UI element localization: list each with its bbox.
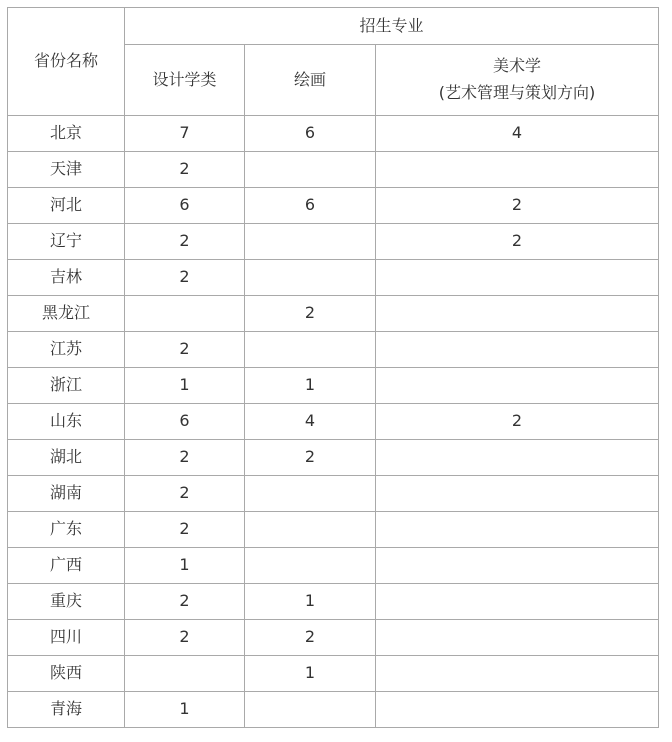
table-row [8, 584, 659, 620]
fine-arts-count-cell [376, 620, 659, 656]
fine-arts-count-cell: 2 [376, 224, 659, 260]
design-count-cell: 2 [125, 512, 245, 548]
design-count-cell: 2 [125, 620, 245, 656]
design-count-cell: 2 [125, 152, 245, 188]
table-body [8, 116, 659, 728]
province-header: 省份名称 [8, 8, 125, 116]
province-cell: 吉林 [8, 260, 125, 296]
province-cell: 湖北 [8, 440, 125, 476]
table-row [8, 152, 659, 188]
table-row [8, 224, 659, 260]
design-count-cell: 2 [125, 440, 245, 476]
painting-count-cell [245, 512, 376, 548]
design-count-cell: 2 [125, 224, 245, 260]
fine-arts-count-cell [376, 656, 659, 692]
table-row [8, 656, 659, 692]
province-cell: 广西 [8, 548, 125, 584]
fine-arts-count-cell [376, 548, 659, 584]
province-cell: 湖南 [8, 476, 125, 512]
province-cell: 山东 [8, 404, 125, 440]
fine-arts-count-cell [376, 440, 659, 476]
fine-arts-count-cell [376, 152, 659, 188]
design-count-cell: 6 [125, 404, 245, 440]
design-count-cell [125, 296, 245, 332]
province-cell: 青海 [8, 692, 125, 728]
painting-count-cell [245, 692, 376, 728]
design-count-cell: 2 [125, 332, 245, 368]
province-cell: 河北 [8, 188, 125, 224]
fine-arts-count-cell [376, 368, 659, 404]
fine-arts-count-cell [376, 332, 659, 368]
fine-arts-count-cell: 4 [376, 116, 659, 152]
table-row [8, 188, 659, 224]
table-row [8, 296, 659, 332]
painting-count-cell: 2 [245, 440, 376, 476]
table-row [8, 404, 659, 440]
painting-header: 绘画 [245, 45, 376, 116]
province-cell: 黑龙江 [8, 296, 125, 332]
table-row [8, 368, 659, 404]
table-row [8, 116, 659, 152]
province-cell: 浙江 [8, 368, 125, 404]
painting-count-cell [245, 332, 376, 368]
fine-arts-count-cell [376, 296, 659, 332]
province-cell: 辽宁 [8, 224, 125, 260]
painting-count-cell [245, 548, 376, 584]
painting-count-cell: 6 [245, 116, 376, 152]
design-count-cell: 2 [125, 260, 245, 296]
table-row [8, 620, 659, 656]
fine-arts-count-cell [376, 512, 659, 548]
painting-count-cell: 2 [245, 296, 376, 332]
painting-count-cell: 1 [245, 584, 376, 620]
painting-count-cell: 4 [245, 404, 376, 440]
design-count-cell: 1 [125, 692, 245, 728]
major-group-header: 招生专业 [125, 8, 659, 45]
province-cell: 江苏 [8, 332, 125, 368]
fine-arts-count-cell [376, 692, 659, 728]
province-cell: 天津 [8, 152, 125, 188]
fine-arts-count-cell: 2 [376, 188, 659, 224]
fine-arts-count-cell [376, 476, 659, 512]
design-count-cell: 1 [125, 368, 245, 404]
province-cell: 陕西 [8, 656, 125, 692]
enrollment-table [7, 7, 659, 728]
fine-arts-header [376, 45, 659, 116]
table-row [8, 548, 659, 584]
table-row [8, 332, 659, 368]
painting-count-cell [245, 260, 376, 296]
table-row [8, 692, 659, 728]
fine-arts-header-title: 美术学 [492, 56, 541, 76]
painting-count-cell: 2 [245, 620, 376, 656]
fine-arts-count-cell: 2 [376, 404, 659, 440]
painting-count-cell [245, 224, 376, 260]
table-row [8, 512, 659, 548]
province-cell: 重庆 [8, 584, 125, 620]
design-header: 设计学类 [125, 45, 245, 116]
table-row [8, 440, 659, 476]
table-row [8, 476, 659, 512]
design-count-cell: 6 [125, 188, 245, 224]
province-cell: 四川 [8, 620, 125, 656]
fine-arts-count-cell [376, 584, 659, 620]
fine-arts-header-note: (艺术管理与策划方向) [438, 83, 596, 102]
design-count-cell: 1 [125, 548, 245, 584]
design-count-cell: 7 [125, 116, 245, 152]
design-count-cell [125, 656, 245, 692]
province-cell: 广东 [8, 512, 125, 548]
table-row [8, 260, 659, 296]
painting-count-cell [245, 152, 376, 188]
painting-count-cell: 1 [245, 368, 376, 404]
province-cell: 北京 [8, 116, 125, 152]
enrollment-table-container [7, 7, 659, 728]
painting-count-cell: 1 [245, 656, 376, 692]
header-row-top [8, 8, 659, 45]
design-count-cell: 2 [125, 476, 245, 512]
painting-count-cell: 6 [245, 188, 376, 224]
painting-count-cell [245, 476, 376, 512]
fine-arts-count-cell [376, 260, 659, 296]
design-count-cell: 2 [125, 584, 245, 620]
